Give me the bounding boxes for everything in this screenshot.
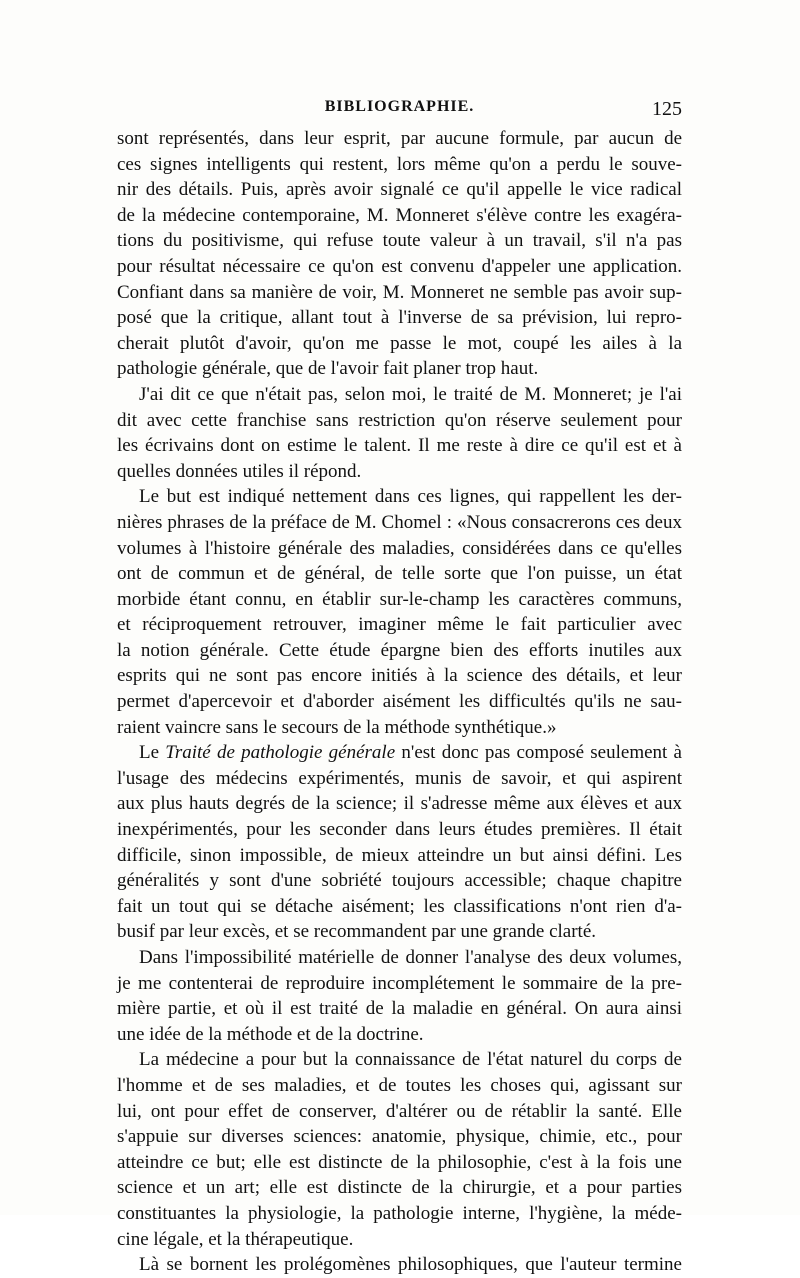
text-line: difficile, sinon impossible, de mieux atteindre un but ainsi défini. Les xyxy=(117,844,682,866)
body-text xyxy=(117,126,682,1278)
text-line: Là se bornent les prolégomènes philosophiques, que l'auteur termine xyxy=(139,1254,682,1276)
text-line: cherait plutôt d'avoir, qu'on me passe le mot, coupé les ailes à la xyxy=(117,332,682,354)
text-line: morbide étant connu, en établir sur-le-champ les caractères communs, xyxy=(117,588,682,610)
text-line: inexpérimentés, pour les seconder dans leurs études premières. Il était xyxy=(117,819,682,841)
page-number: 125 xyxy=(652,98,682,120)
text-line: atteindre ce but; elle est distincte de la philosophie, c'est à la fois une xyxy=(117,1151,682,1173)
text-line: de la médecine contemporaine, M. Monneret s'élève contre les exagéra- xyxy=(117,204,682,226)
text-line: La médecine a pour but la connaissance de l'état naturel du corps de xyxy=(139,1049,682,1071)
text-line: l'usage des médecins expérimentés, munis de savoir, et qui aspirent xyxy=(117,767,682,789)
text-line: raient vaincre sans le secours de la méthode synthétique.» xyxy=(117,716,557,738)
text-line: quelles données utiles il répond. xyxy=(117,460,362,482)
text-line-with-title xyxy=(117,740,682,766)
running-head: BIBLIOGRAPHIE. xyxy=(324,98,475,115)
text-line: fait un tout qui se détache aisément; les classifications n'ont rien d'a- xyxy=(117,895,682,917)
text-line: je me contenterai de reproduire incomplétement le sommaire de la pre- xyxy=(117,972,682,994)
text-line: mière partie, et où il est traité de la maladie en général. On aura ainsi xyxy=(117,998,682,1020)
text-line: tions du positivisme, qui refuse toute valeur à un travail, s'il n'a pas xyxy=(117,230,682,252)
text-line: pour résultat nécessaire ce qu'on est convenu d'appeler une application. xyxy=(117,255,682,277)
text-line: lui, ont pour effet de conserver, d'altérer ou de rétablir la santé. Elle xyxy=(117,1100,682,1122)
text-line: et réciproquement retrouver, imaginer même le fait particulier avec xyxy=(117,614,682,636)
text-line: Le but est indiqué nettement dans ces lignes, qui rappellent les der- xyxy=(139,486,682,508)
book-title: Traité de pathologie générale xyxy=(165,742,396,764)
text-line: posé que la critique, allant tout à l'inverse de sa prévision, lui repro- xyxy=(117,307,682,329)
page-header xyxy=(117,98,682,124)
text-line: une idée de la méthode et de la doctrine. xyxy=(117,1023,424,1045)
text-line: aux plus hauts degrés de la science; il s'adresse même aux élèves et aux xyxy=(117,793,682,815)
text-line: nières phrases de la préface de M. Chomel : «Nous consacrerons ces deux xyxy=(117,511,682,533)
text-line: ont de commun et de général, de telle sorte que l'on puisse, un état xyxy=(117,563,682,585)
text-line: Dans l'impossibilité matérielle de donner l'analyse des deux volumes, xyxy=(139,947,682,968)
text-line: busif par leur excès, et se recommandent par une grande clarté. xyxy=(117,921,596,943)
text-line: généralités y sont d'une sobriété toujours accessible; chaque chapitre xyxy=(117,870,682,892)
text-line: pathologie générale, que de l'avoir fait planer trop haut. xyxy=(117,358,539,380)
text-line: constituantes la physiologie, la pathologie interne, l'hygiène, la méde- xyxy=(117,1202,682,1224)
text-line: Confiant dans sa manière de voir, M. Monneret ne semble pas avoir sup- xyxy=(117,281,682,303)
text-line: l'homme et de ses maladies, et de toutes les choses qui, agissant sur xyxy=(117,1074,682,1096)
text-line: dit avec cette franchise sans restriction qu'on réserve seulement pour xyxy=(117,409,682,431)
text-line: les écrivains dont on estime le talent. Il me reste à dire ce qu'il est et à xyxy=(117,435,682,457)
text-line: ces signes intelligents qui restent, lors même qu'on a perdu le souve- xyxy=(117,153,682,175)
text-line: volumes à l'histoire générale des maladies, considérées dans ce qu'elles xyxy=(117,537,682,559)
text-line: science et un art; elle est distincte de la chirurgie, et a pour parties xyxy=(117,1177,682,1199)
text-line: esprits qui ne sont pas encore initiés à la science des détails, et leur xyxy=(117,665,682,687)
text-line: permet d'apercevoir et d'aborder aisément les difficultés qu'ils ne sau- xyxy=(117,691,682,713)
text-line: J'ai dit ce que n'était pas, selon moi, le traité de M. Monneret; je l'ai xyxy=(139,383,682,405)
text-line: sont représentés, dans leur esprit, par aucune formule, par aucun de xyxy=(117,128,682,149)
text-line: cine légale, et la thérapeutique. xyxy=(117,1228,354,1250)
text-line: la notion générale. Cette étude épargne bien des efforts inutiles aux xyxy=(117,639,682,661)
text-fragment: Le xyxy=(139,742,166,764)
text-line: s'appuie sur diverses sciences: anatomie, physique, chimie, etc., pour xyxy=(117,1126,682,1148)
text-line: nir des détails. Puis, après avoir signalé ce qu'il appelle le vice radical xyxy=(117,179,682,201)
text-fragment: n'est donc pas composé seulement à xyxy=(395,742,682,764)
